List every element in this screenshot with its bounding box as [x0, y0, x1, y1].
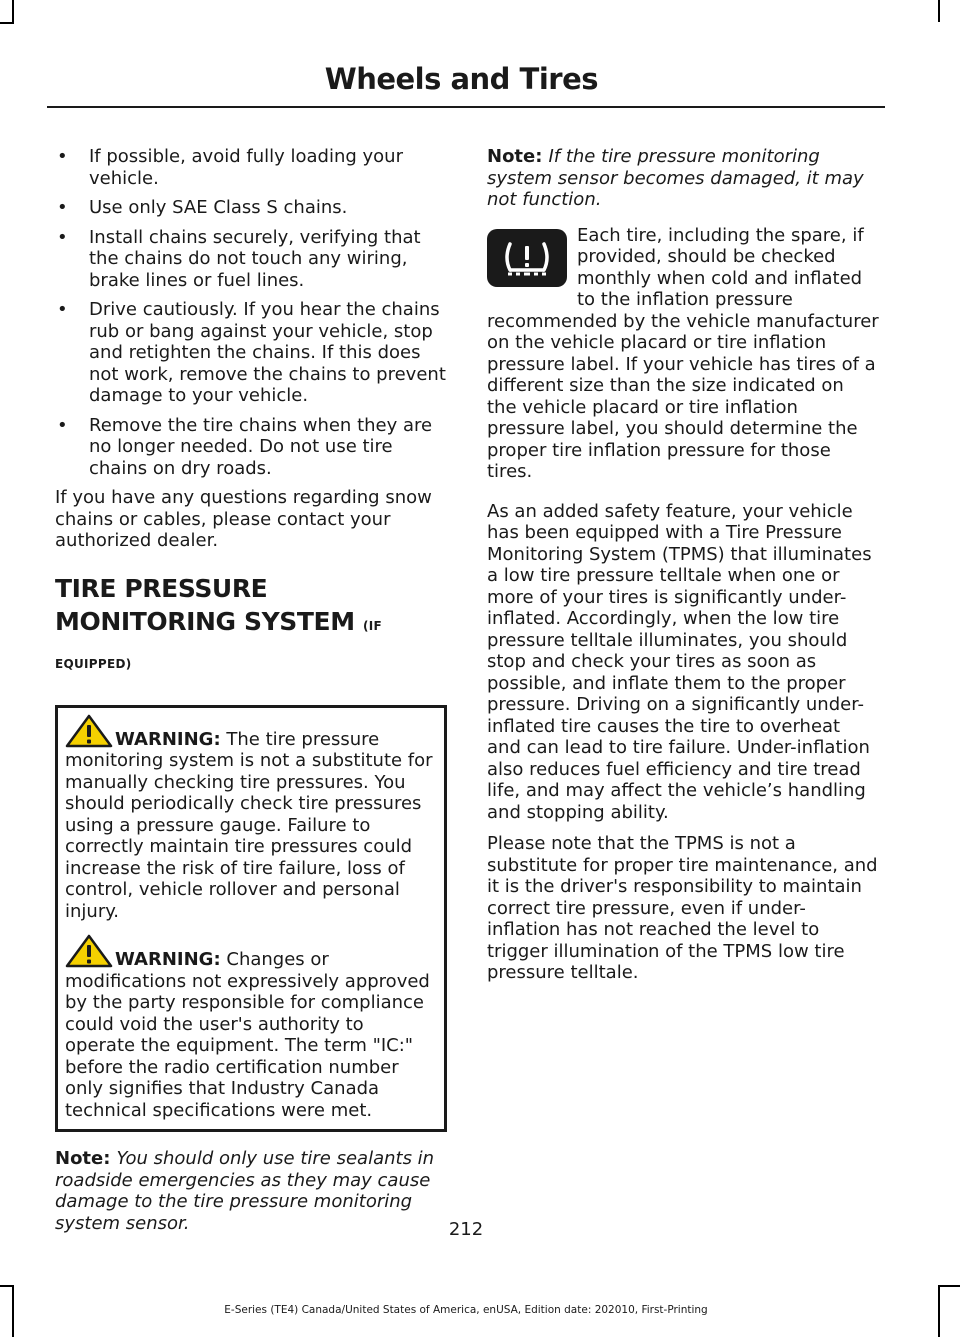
warning-item — [65, 714, 437, 923]
crop-mark — [0, 22, 14, 24]
list-item: • If possible, avoid fully loading your vehicle. — [55, 146, 447, 189]
right-column — [487, 146, 879, 994]
warning-triangle-icon — [65, 714, 113, 748]
note-text: You should only use tire sealants in roadside emergencies as they may cause damage to the tire pressure monitoring system sensor. — [55, 1148, 435, 1234]
header-divider — [47, 106, 885, 108]
tpms-note-paragraph: Please note that the TPMS is not a substitute for proper tire maintenance, and it is the driver's responsibility to maintain correct tire pressure, even if under-inflation has not reached the level to trigger illumination of the TPMS low tire pressure telltale. — [487, 833, 878, 983]
warning-text: Changes or modifications not expressively approved by the party responsible for compliance could void the user's authority to operate the equipment. The term "IC:" before the radio certification number only signifies that Industry Canada technical specifications were met. — [65, 949, 430, 1121]
crop-mark — [938, 1285, 940, 1337]
note-text: If the tire pressure monitoring system sensor becomes damaged, it may not function. — [487, 146, 864, 210]
warning-triangle-icon — [65, 934, 113, 968]
warning-item — [65, 934, 437, 1121]
page-number: 212 — [448, 1219, 484, 1240]
inflation-paragraph: Each tire, including the spare, if provided, should be checked monthly when cold and inflated to the inflation pressure recommended by the vehicle manufacturer on the vehicle placard or tire inflation pressure label. If your vehicle has tires of a different size than the size indicated on the vehicle placard or tire inflation pressure label, you should determine the proper tire inflation pressure for those tires. — [487, 224, 879, 482]
crop-mark — [938, 0, 940, 22]
left-column — [55, 146, 447, 1244]
note — [487, 146, 879, 211]
tpms-block — [487, 225, 879, 483]
warning-text: The tire pressure monitoring system is not a substitute for manually checking tire pressures. You should periodically check tire pressures using a pressure gauge. Failure to correctly maintain tire pressures could increase the risk of tire failure, loss of control, vehicle rollover and personal injury. — [65, 728, 433, 922]
warning-label: WARNING: — [115, 949, 221, 970]
crop-mark — [12, 0, 14, 22]
section-tag: (IF EQUIPPED) — [55, 618, 383, 671]
list-item: • Drive cautiously. If you hear the chains rub or bang against your vehicle, stop and retighten the chains. If this does not work, remove the chains to prevent damage to your vehicle. — [55, 299, 447, 407]
crop-mark — [938, 1285, 960, 1287]
list-item: • Install chains securely, verifying that the chains do not touch any wiring, brake lines or fuel lines. — [55, 227, 447, 292]
page-title: Wheels and Tires — [324, 62, 598, 96]
note-label: Note: — [55, 1148, 111, 1169]
snow-chains-paragraph: If you have any questions regarding snow chains or cables, please contact your authorized dealer. — [55, 487, 432, 551]
list-item: • Remove the tire chains when they are no longer needed. Do not use tire chains on dry roads. — [55, 415, 447, 480]
footer-text: E-Series (TE4) Canada/United States of America, enUSA, Edition date: 202010, First-Printing — [224, 1304, 708, 1316]
warning-box — [55, 705, 447, 1133]
tire-pressure-warning-icon — [487, 229, 567, 287]
tpms-paragraph: As an added safety feature, your vehicle has been equipped with a Tire Pressure Monitoring System (TPMS) that illuminates a low tire pressure telltale when one or more of your tires is significantly under-inflated. Accordingly, when the low tire pressure telltale illuminates, you should stop and check your tires as soon as possible, and inflate them to the proper pressure. Driving on a significantly under-inflated tire causes the tire to overheat and can lead to tire failure. Under-inflation also reduces fuel efficiency and tire tread life, and may affect the vehicle’s handling and stopping ability. — [487, 500, 872, 823]
section-heading — [55, 572, 447, 681]
list-item: • Use only SAE Class S chains. — [55, 197, 447, 219]
note-label: Note: — [487, 146, 543, 167]
crop-mark — [0, 1285, 14, 1287]
warning-label: WARNING: — [115, 728, 221, 750]
chain-tips-list — [55, 146, 447, 479]
section-title: TIRE PRESSURE MONITORING SYSTEM — [55, 573, 355, 636]
